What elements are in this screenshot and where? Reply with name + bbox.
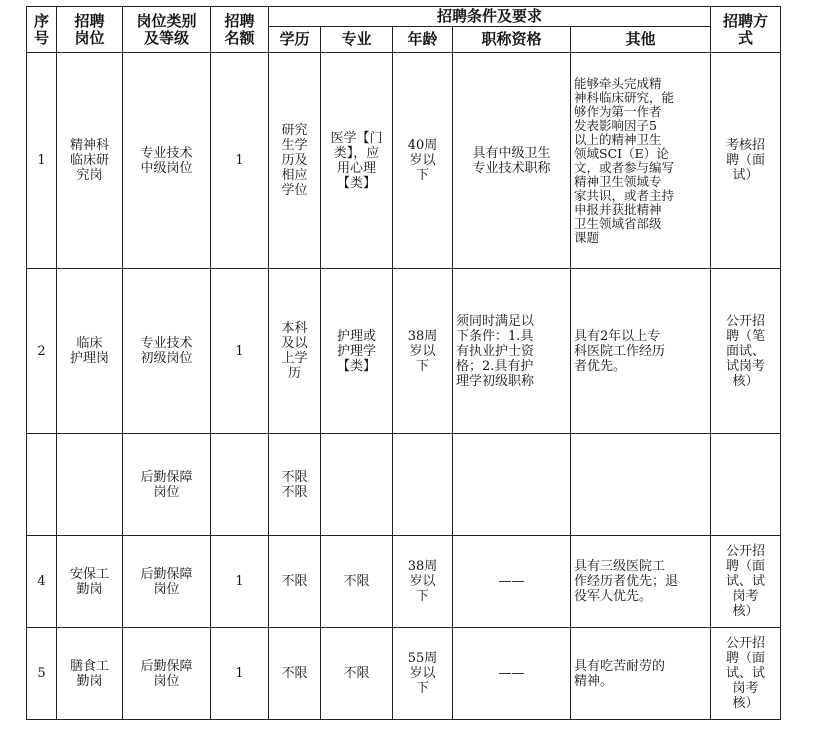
cell-age: 38周 岁以 下: [393, 269, 453, 434]
cell-post: 临床 护理岗: [57, 269, 123, 434]
header-edu: 学历: [269, 27, 321, 53]
cell-title: ——: [453, 628, 571, 720]
cell-age: [393, 434, 453, 536]
cell-post: 安保工 勤岗: [57, 536, 123, 628]
cell-method: 公开招 聘（面 试、试 岗考 核）: [711, 536, 781, 628]
cell-category: 专业技术 中级岗位: [123, 53, 211, 269]
cell-quota: [211, 434, 269, 536]
table-row: [27, 434, 781, 536]
header-age: 年龄: [393, 27, 453, 53]
table-row: [27, 269, 781, 434]
cell-major: 护理或 护理学 【类】: [321, 269, 393, 434]
cell-title: [453, 434, 571, 536]
cell-post: [57, 434, 123, 536]
cell-post: 膳食工 勤岗: [57, 628, 123, 720]
cell-method: 公开招 聘（面 试、试 岗考 核）: [711, 628, 781, 720]
cell-major: 医学【门 类】，应 用心理 【类】: [321, 53, 393, 269]
cell-quota: 1: [211, 536, 269, 628]
cell-category: 专业技术 初级岗位: [123, 269, 211, 434]
header-category: 岗位类别 及等级: [123, 7, 211, 53]
header-other: 其他: [571, 27, 711, 53]
cell-major: 不限: [321, 628, 393, 720]
table-row: [27, 53, 781, 269]
cell-title: 须同时满足以 下条件：1.具 有执业护士资 格；2.具有护 理学初级职称: [453, 269, 571, 434]
cell-category: 后勤保障 岗位: [123, 536, 211, 628]
header-row-1: [27, 7, 781, 27]
cell-edu: 不限 不限: [269, 434, 321, 536]
cell-major: 不限: [321, 536, 393, 628]
cell-other: 具有吃苦耐劳的 精神。: [571, 628, 711, 720]
cell-method: [711, 434, 781, 536]
cell-other: 具有2年以上专 科医院工作经历 者优先。: [571, 269, 711, 434]
cell-age: 38周 岁以 下: [393, 536, 453, 628]
header-conditions: 招聘条件及要求: [269, 7, 711, 27]
cell-edu: 不限: [269, 628, 321, 720]
header-seq: 序 号: [27, 7, 57, 53]
cell-method: 公开招 聘（笔 面试、 试岗考 核）: [711, 269, 781, 434]
cell-seq: 5: [27, 628, 57, 720]
cell-seq: 4: [27, 536, 57, 628]
cell-seq: 1: [27, 53, 57, 269]
cell-seq: 2: [27, 269, 57, 434]
cell-category: 后勤保障 岗位: [123, 434, 211, 536]
cell-title: 具有中级卫生 专业技术职称: [453, 53, 571, 269]
cell-seq: [27, 434, 57, 536]
cell-title: ——: [453, 536, 571, 628]
cell-age: 40周 岁以 下: [393, 53, 453, 269]
recruitment-table: [26, 6, 781, 720]
cell-edu: 本科 及以 上学 历: [269, 269, 321, 434]
cell-other: 具有三级医院工 作经历者优先；退 役军人优先。: [571, 536, 711, 628]
header-post: 招聘 岗位: [57, 7, 123, 53]
header-method: 招聘方 式: [711, 7, 781, 53]
cell-category: 后勤保障 岗位: [123, 628, 211, 720]
cell-quota: 1: [211, 53, 269, 269]
cell-post: 精神科 临床研 究岗: [57, 53, 123, 269]
cell-age: 55周 岁以 下: [393, 628, 453, 720]
cell-quota: 1: [211, 628, 269, 720]
table-row: [27, 536, 781, 628]
cell-method: 考核招 聘（面 试）: [711, 53, 781, 269]
header-title: 职称资格: [453, 27, 571, 53]
header-quota: 招聘 名额: [211, 7, 269, 53]
cell-edu: 不限: [269, 536, 321, 628]
cell-quota: 1: [211, 269, 269, 434]
header-major: 专业: [321, 27, 393, 53]
cell-other: [571, 434, 711, 536]
cell-other: 能够牵头完成精 神科临床研究，能 够作为第一作者 发表影响因子5 以上的精神卫生 领域SCI（E）论 文，或者参与编写 精神卫生领域专 家共识，或者主持 申报并获批精神 卫生领域省部级 课题: [571, 53, 711, 269]
table-row: [27, 628, 781, 720]
cell-edu: 研究 生学 历及 相应 学位: [269, 53, 321, 269]
cell-major: [321, 434, 393, 536]
